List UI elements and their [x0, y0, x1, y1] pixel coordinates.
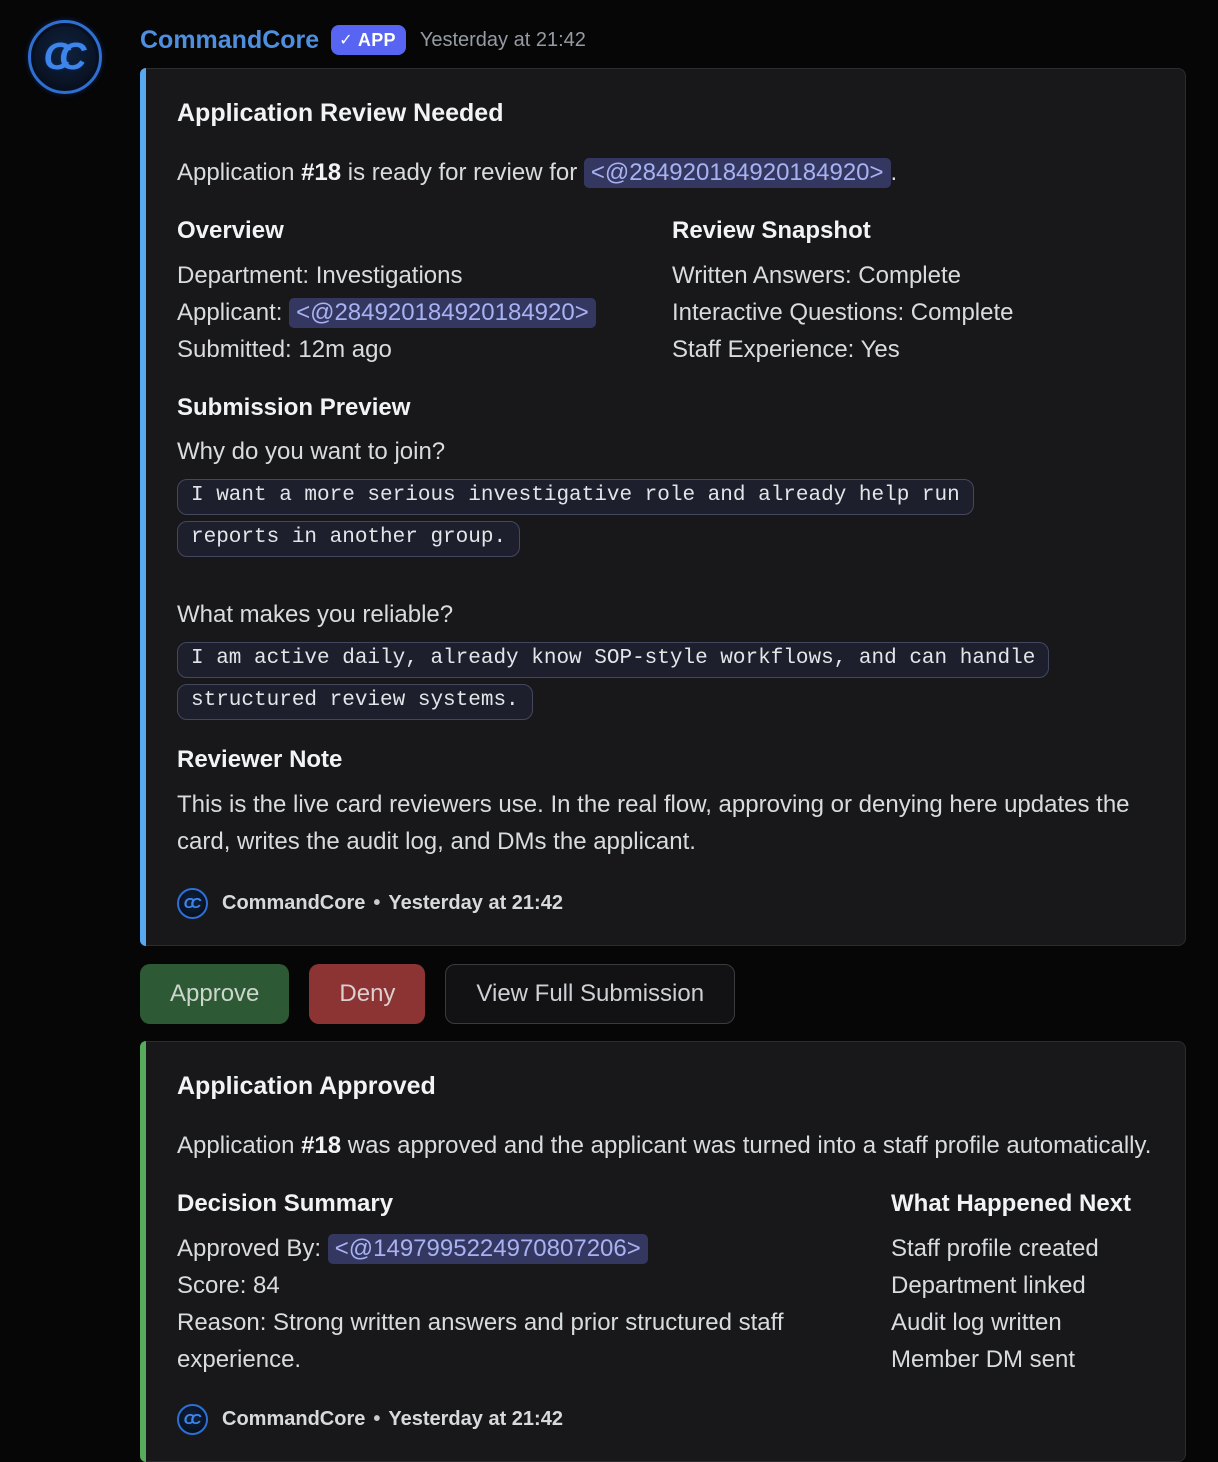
cc-logo-icon: CC — [43, 36, 75, 78]
field-value — [672, 257, 1153, 368]
footer-avatar — [177, 888, 208, 919]
applicant-mention[interactable]: <@284920184920184920> — [289, 298, 596, 328]
app-badge — [331, 25, 406, 55]
footer-text — [222, 1408, 563, 1431]
application-number: #18 — [301, 159, 342, 186]
embed-title: Application Approved — [177, 1072, 436, 1100]
overview-submitted: Submitted: 12m ago — [177, 336, 392, 363]
field-decision-summary — [177, 1190, 891, 1378]
footer-timestamp: Yesterday at 21:42 — [388, 892, 563, 914]
desc-text: is ready for review for — [341, 159, 584, 186]
submission-answer-2-line-1: I am active daily, already know SOP-style workflows, and can handle — [177, 642, 1049, 678]
field-name: Decision Summary — [177, 1190, 394, 1217]
field-name: What Happened Next — [891, 1190, 1132, 1217]
desc-text: Application — [177, 159, 302, 186]
submission-answer-2-line-2: structured review systems. — [177, 684, 533, 720]
application-number: #18 — [301, 1132, 342, 1159]
overview-applicant — [177, 294, 672, 331]
cc-logo-icon: CC — [183, 1411, 198, 1428]
decision-score: Score: 84 — [177, 1272, 280, 1299]
field-name: Overview — [177, 217, 284, 244]
footer-separator: • — [373, 892, 381, 914]
embed-footer — [177, 1404, 1153, 1435]
submission-answer-1-line-2: reports in another group. — [177, 521, 520, 557]
next-staff-profile: Staff profile created — [891, 1235, 1099, 1262]
applicant-label: Applicant: — [177, 299, 290, 326]
submission-question-1: Why do you want to join? — [177, 438, 446, 465]
footer-separator: • — [373, 1408, 381, 1430]
footer-text — [222, 892, 563, 915]
message-timestamp: Yesterday at 21:42 — [419, 28, 586, 51]
verified-check-icon: ✓ — [339, 32, 353, 49]
footer-avatar — [177, 1404, 208, 1435]
field-name: Review Snapshot — [672, 217, 871, 244]
overview-department: Department: Investigations — [177, 262, 463, 289]
submission-answer-1-line-1: I want a more serious investigative role and already help run — [177, 479, 974, 515]
bot-username[interactable]: CommandCore — [140, 25, 320, 54]
next-audit-log: Audit log written — [891, 1309, 1062, 1336]
next-department-linked: Department linked — [891, 1272, 1086, 1299]
embed-description — [177, 1127, 1153, 1164]
approve-button[interactable]: Approve — [140, 964, 289, 1024]
footer-timestamp: Yesterday at 21:42 — [388, 1408, 563, 1430]
message-body — [140, 18, 1202, 1462]
desc-text: . — [890, 159, 898, 186]
reviewer-note-text: This is the live card reviewers use. In the real flow, approving or denying here updates the card, writes the audit log, and DMs the applicant. — [177, 791, 1130, 855]
approved-by-label: Approved By: — [177, 1235, 328, 1262]
footer-bot-name: CommandCore — [222, 892, 366, 914]
field-value — [177, 257, 672, 368]
submission-question-2: What makes you reliable? — [177, 601, 454, 628]
view-full-submission-button[interactable]: View Full Submission — [445, 964, 735, 1024]
cc-logo-icon: CC — [183, 895, 198, 912]
field-reviewer-note — [177, 746, 1153, 860]
action-button-row — [140, 964, 1202, 1024]
snapshot-written-answers: Written Answers: Complete — [672, 262, 961, 289]
embed-description — [177, 154, 1153, 191]
message-header — [140, 20, 1202, 60]
decision-approved-by — [177, 1230, 891, 1267]
embed-fields-row — [177, 1190, 1153, 1378]
approver-mention[interactable]: <@1497995224970807206> — [328, 1234, 648, 1264]
field-overview — [177, 217, 672, 368]
field-review-snapshot — [672, 217, 1153, 368]
next-member-dm: Member DM sent — [891, 1346, 1076, 1373]
field-name: Reviewer Note — [177, 746, 343, 773]
embed-footer — [177, 888, 1153, 919]
footer-bot-name: CommandCore — [222, 1408, 366, 1430]
embed-application-approved — [140, 1041, 1186, 1462]
desc-text: Application — [177, 1132, 302, 1159]
field-value — [177, 1230, 891, 1378]
deny-button[interactable]: Deny — [309, 964, 425, 1024]
embed-fields-row — [177, 217, 1153, 368]
bot-avatar[interactable] — [28, 20, 102, 94]
field-name: Submission Preview — [177, 394, 411, 421]
field-submission-preview — [177, 394, 1153, 720]
snapshot-staff-experience: Staff Experience: Yes — [672, 336, 900, 363]
snapshot-interactive-questions: Interactive Questions: Complete — [672, 299, 1014, 326]
embed-application-review — [140, 68, 1186, 946]
desc-text: was approved and the applicant was turned into a staff profile automatically. — [341, 1132, 1152, 1159]
field-what-happened-next — [891, 1190, 1153, 1378]
field-value — [891, 1230, 1153, 1378]
decision-reason: Reason: Strong written answers and prior structured staff experience. — [177, 1309, 784, 1373]
app-badge-label: APP — [357, 29, 396, 50]
applicant-mention[interactable]: <@284920184920184920> — [584, 158, 891, 188]
embed-title: Application Review Needed — [177, 99, 504, 127]
